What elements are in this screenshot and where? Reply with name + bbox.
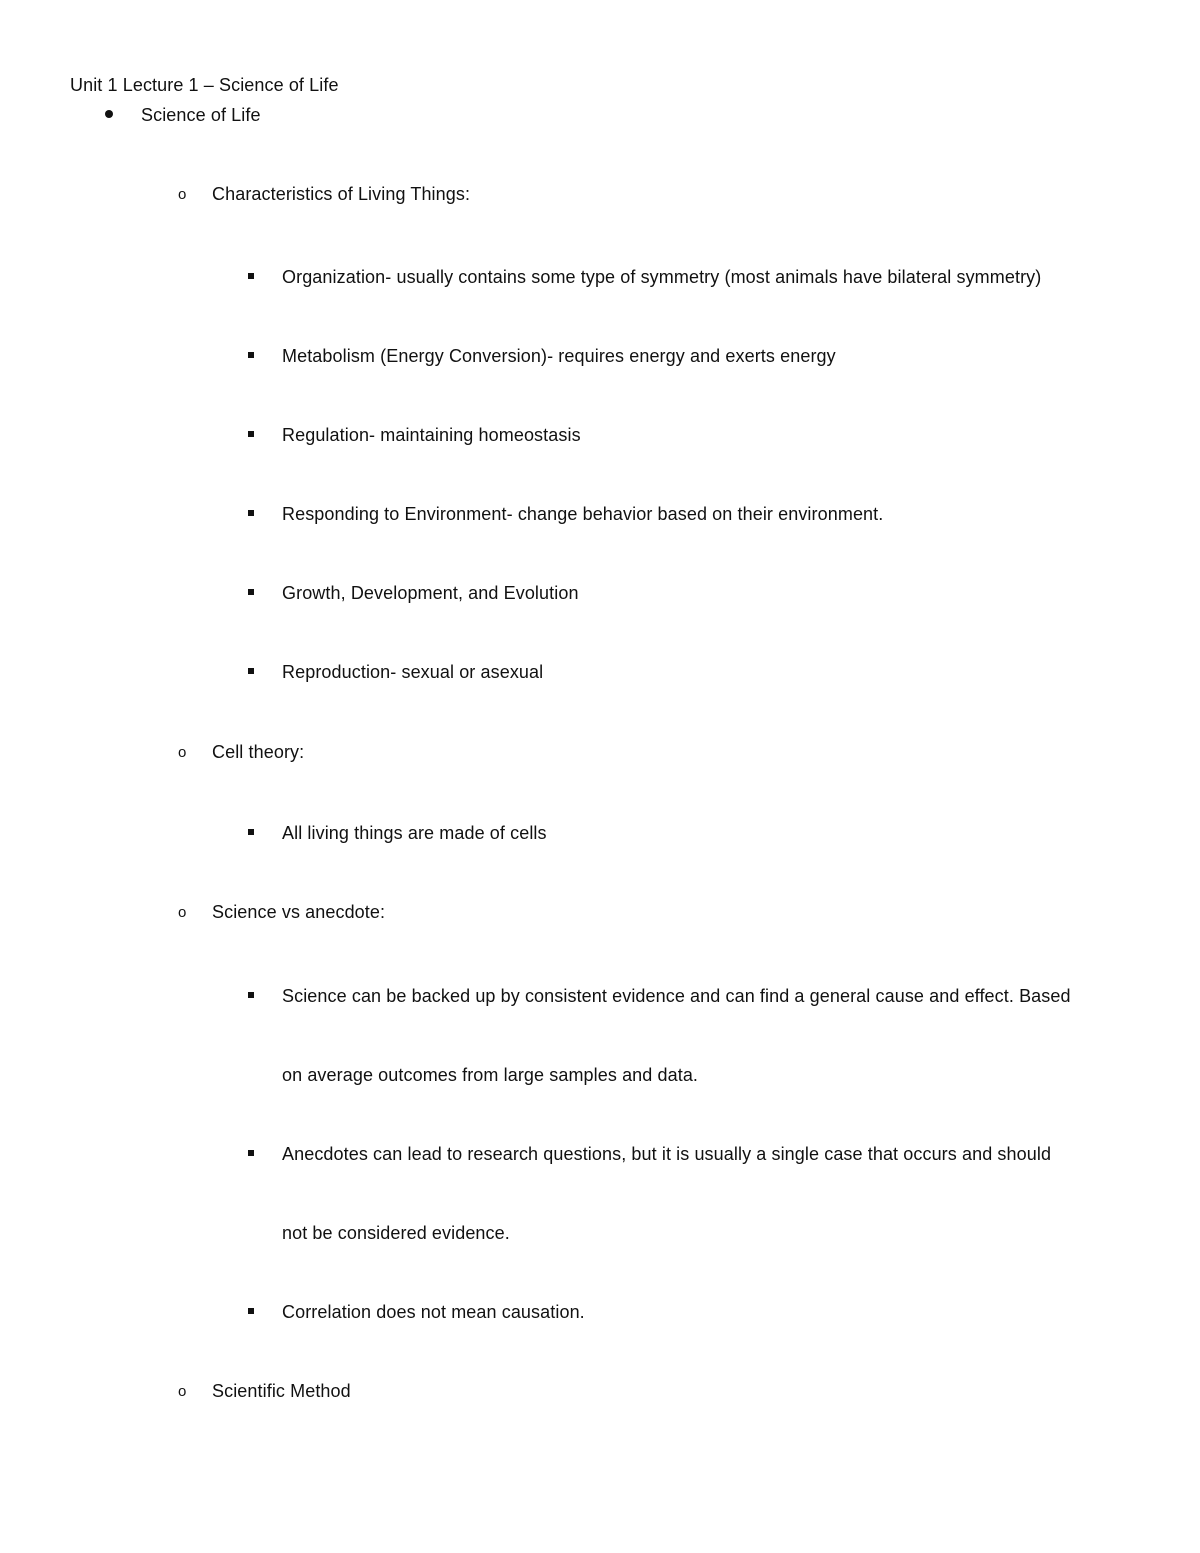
- document-title: Unit 1 Lecture 1 – Science of Life: [70, 75, 339, 95]
- square-bullet-icon: [248, 431, 254, 437]
- list-item: Reproduction- sexual or asexual: [282, 662, 544, 682]
- circle-bullet-icon: o: [178, 744, 187, 761]
- heading-science-vs-anecdote: Science vs anecdote:: [212, 902, 386, 922]
- list-item: Responding to Environment- change behavior based on their environment.: [282, 504, 884, 524]
- list-item: Growth, Development, and Evolution: [282, 583, 579, 603]
- square-bullet-icon: [248, 668, 254, 674]
- list-item-continuation: on average outcomes from large samples and data.: [282, 1065, 699, 1085]
- square-bullet-icon: [248, 829, 254, 835]
- list-item: Metabolism (Energy Conversion)- requires energy and exerts energy: [282, 346, 836, 366]
- list-item: Regulation- maintaining homeostasis: [282, 425, 581, 445]
- circle-bullet-icon: o: [178, 1383, 187, 1400]
- list-item: Anecdotes can lead to research questions, but it is usually a single case that occurs and should: [282, 1144, 1052, 1164]
- bullet-dot-icon: [105, 110, 113, 118]
- square-bullet-icon: [248, 1308, 254, 1314]
- square-bullet-icon: [248, 1150, 254, 1156]
- list-item: Correlation does not mean causation.: [282, 1302, 585, 1322]
- list-item-continuation: not be considered evidence.: [282, 1223, 510, 1243]
- heading-scientific-method: Scientific Method: [212, 1381, 351, 1401]
- circle-bullet-icon: o: [178, 904, 187, 921]
- square-bullet-icon: [248, 589, 254, 595]
- square-bullet-icon: [248, 992, 254, 998]
- square-bullet-icon: [248, 510, 254, 516]
- list-item: Science can be backed up by consistent evidence and can find a general cause and effect. Based: [282, 986, 1071, 1006]
- square-bullet-icon: [248, 352, 254, 358]
- square-bullet-icon: [248, 273, 254, 279]
- circle-bullet-icon: o: [178, 186, 187, 203]
- heading-cell-theory: Cell theory:: [212, 742, 305, 762]
- list-item: All living things are made of cells: [282, 823, 547, 843]
- section-science-of-life: Science of Life: [141, 105, 261, 125]
- heading-characteristics: Characteristics of Living Things:: [212, 184, 471, 204]
- list-item: Organization- usually contains some type of symmetry (most animals have bilateral symmetry): [282, 267, 1042, 287]
